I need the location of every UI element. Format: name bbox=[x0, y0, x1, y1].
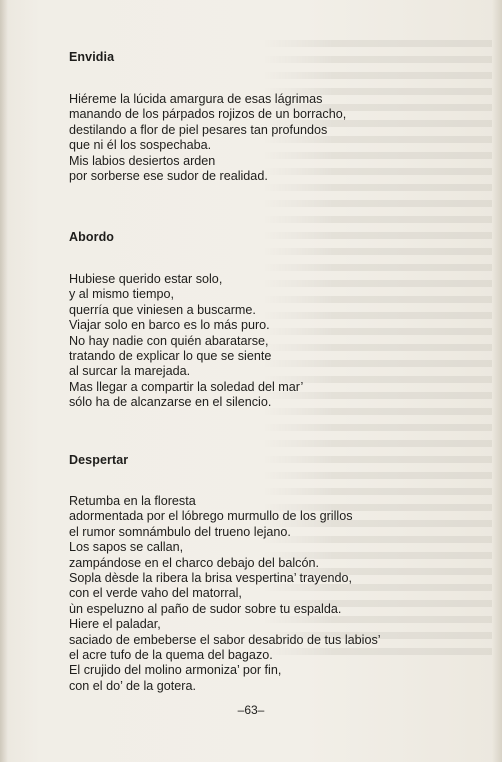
poem-line: Hiéreme la lúcida amargura de esas lágrimas bbox=[69, 92, 323, 106]
poem-line: Mas llegar a compartir la soledad del mar’ bbox=[69, 379, 304, 394]
poem-title-abordo: Abordo bbox=[69, 230, 115, 244]
poem-body-abordo bbox=[69, 272, 303, 411]
page-edge-shadow bbox=[492, 0, 502, 762]
poem-line: al surcar la marejada. bbox=[69, 364, 191, 379]
poem-line: adormentada por el lóbrego murmullo de los grillos bbox=[69, 509, 353, 524]
poem-line: Los sapos se callan, bbox=[69, 540, 184, 555]
poem-line: con el verde vaho del matorral, bbox=[69, 586, 242, 601]
poem-line: sólo ha de alcanzarse en el silencio. bbox=[69, 395, 272, 410]
poem-title-envidia: Envidia bbox=[69, 50, 115, 64]
poem-title-despertar: Despertar bbox=[69, 453, 129, 467]
poem-line: Viajar solo en barco es lo más puro. bbox=[69, 318, 270, 333]
poem-line: No hay nadie con quién abaratarse, bbox=[69, 333, 269, 348]
poem-line: zampándose en el charco debajo del balcón. bbox=[69, 555, 319, 570]
poem-line: el rumor somnámbulo del trueno lejano. bbox=[69, 524, 291, 539]
poem-line: destilando a flor de piel pesares tan profundos bbox=[69, 122, 328, 137]
poem-line: ùn espeluzno al paño de sudor sobre tu espalda. bbox=[69, 601, 342, 616]
poem-line: por sorberse ese sudor de realidad. bbox=[69, 169, 268, 184]
poem-body-envidia bbox=[69, 92, 346, 184]
poem-body-despertar bbox=[69, 494, 381, 694]
poem-line: Sopla dèsde la ribera la brisa vespertina’ trayendo, bbox=[69, 571, 353, 586]
poem-line: querría que viniesen a buscarme. bbox=[69, 302, 256, 317]
poem-line: y al mismo tiempo, bbox=[69, 287, 174, 302]
poem-line: manando de los párpados rojizos de un borracho, bbox=[69, 107, 347, 122]
poem-line: con el do’ de la gotera. bbox=[69, 678, 196, 693]
poem-line: Mis labios desiertos arden bbox=[69, 153, 216, 168]
poem-line: que ni él los sospechaba. bbox=[69, 138, 212, 153]
binding-shadow bbox=[0, 0, 8, 762]
poem-line: Hubiese querido estar solo, bbox=[69, 272, 223, 286]
poem-line: Retumba en la floresta bbox=[69, 494, 196, 508]
poem-line: el acre tufo de la quema del bagazo. bbox=[69, 648, 273, 663]
poem-line: tratando de explicar lo que se siente bbox=[69, 349, 272, 364]
poem-line: El crujido del molino armoniza’ por fin, bbox=[69, 663, 282, 678]
poem-line: Hiere el paladar, bbox=[69, 617, 161, 632]
poem-line: saciado de embeberse el sabor desabrido de tus labios’ bbox=[69, 632, 381, 647]
page-number: –63– bbox=[237, 703, 265, 717]
